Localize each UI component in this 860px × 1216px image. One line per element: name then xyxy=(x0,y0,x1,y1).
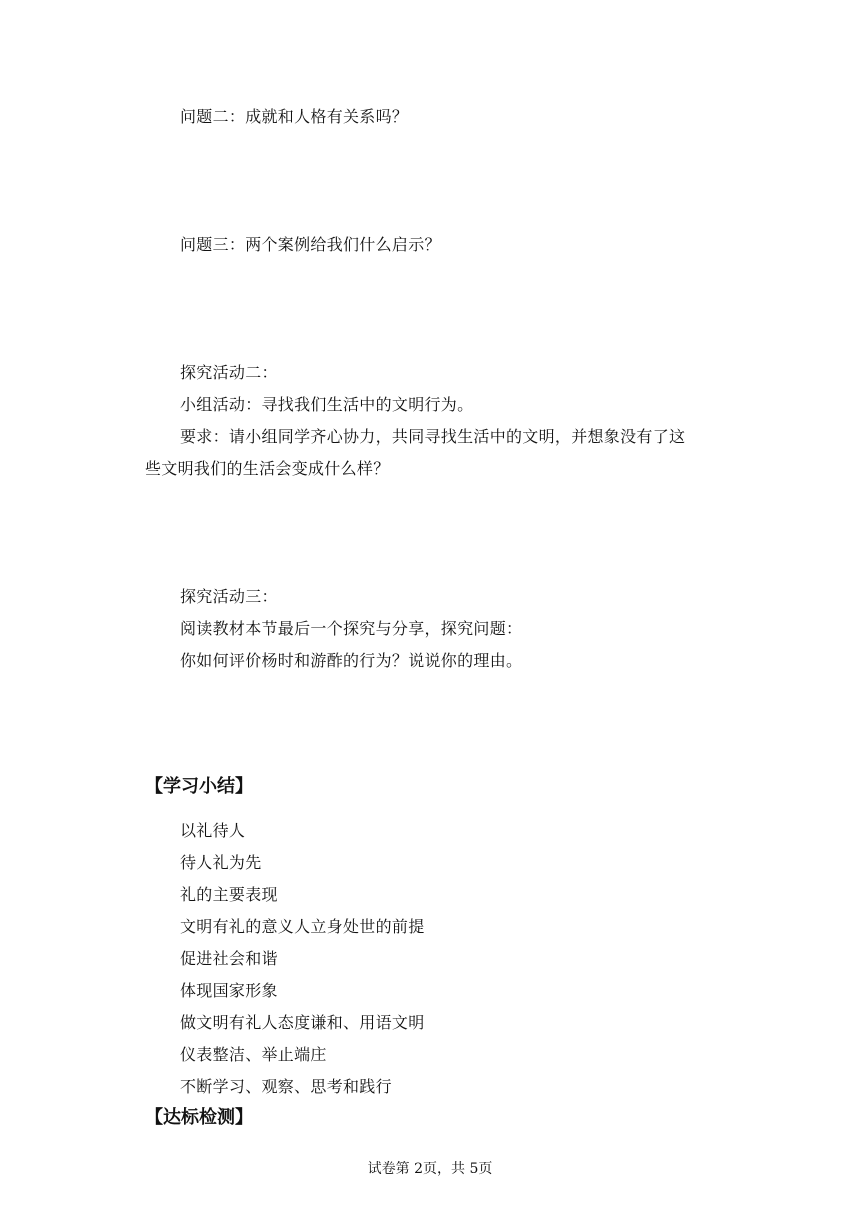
activity-three-title: 探究活动三： xyxy=(180,587,278,606)
activity-two-requirement-line2: 些文明我们的生活会变成什么样？ xyxy=(145,459,390,478)
summary-item: 待人礼为先 xyxy=(180,853,262,872)
summary-item: 促进社会和谐 xyxy=(180,949,278,968)
assessment-heading: 【达标检测】 xyxy=(145,1107,253,1128)
summary-item: 仪表整洁、举止端庄 xyxy=(180,1045,327,1064)
question-two: 问题二：成就和人格有关系吗？ xyxy=(180,107,409,126)
activity-two-task: 小组活动：寻找我们生活中的文明行为。 xyxy=(180,395,474,414)
summary-item: 文明有礼的意义人立身处世的前提 xyxy=(180,917,425,936)
summary-item: 做文明有礼人态度谦和、用语文明 xyxy=(180,1013,425,1032)
activity-three-instruction: 阅读教材本节最后一个探究与分享，探究问题： xyxy=(180,619,523,638)
activity-three-question: 你如何评价杨时和游酢的行为？说说你的理由。 xyxy=(180,651,523,670)
summary-item: 礼的主要表现 xyxy=(180,885,278,904)
activity-two-title: 探究活动二： xyxy=(180,363,278,382)
activity-two-requirement-line1: 要求：请小组同学齐心协力，共同寻找生活中的文明，并想象没有了这 xyxy=(180,427,686,446)
summary-item: 体现国家形象 xyxy=(180,981,278,1000)
question-three: 问题三：两个案例给我们什么启示？ xyxy=(180,235,441,254)
summary-heading: 【学习小结】 xyxy=(145,776,253,797)
summary-item: 以礼待人 xyxy=(180,821,246,840)
summary-item: 不断学习、观察、思考和践行 xyxy=(180,1077,392,1096)
page-footer: 试卷第 2页，共 5页 xyxy=(367,1161,493,1177)
